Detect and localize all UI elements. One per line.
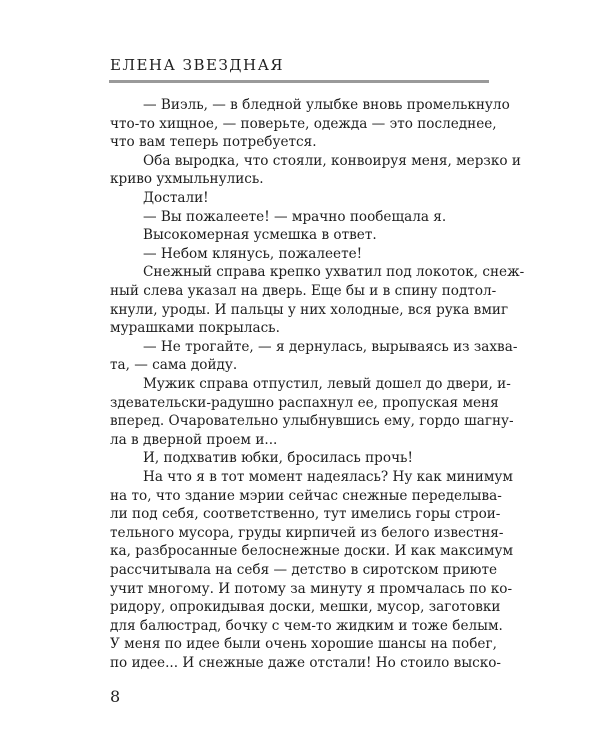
text-line: ный слева указал на дверь. Еще бы и в спину подтол- <box>110 283 497 299</box>
text-line: вперед. Очаровательно улыбнувшись ему, гордо шагну- <box>110 413 514 430</box>
text-line: криво ухмыльнулись. <box>110 171 264 188</box>
text-line: ла в дверной проем и... <box>110 431 278 448</box>
text-line: тельного мусора, груды кирпичей из белого известня- <box>110 524 504 541</box>
header-rule <box>109 80 489 83</box>
text-line: ридору, опрокидывая доски, мешки, мусор, заготовки <box>110 599 501 616</box>
text-line: что вам теперь потребуется. <box>110 134 317 151</box>
text-line: на то, что здание мэрии сейчас снежные переделыва- <box>110 487 502 504</box>
text-line: — Не трогайте, — я дернулась, вырываясь из захва- <box>143 338 518 355</box>
text-line: Снежный справа крепко ухватил под локоток, снеж- <box>143 264 525 281</box>
text-line: Оба выродка, что стояли, конвоируя меня, мерзко и <box>143 152 521 169</box>
text-line: учит многому. И потому за минуту я промчалась по ко- <box>110 580 513 597</box>
text-line: ка, разбросанные белоснежные доски. И как максимум <box>110 543 514 560</box>
page-number: 8 <box>110 686 121 706</box>
text-line: Мужик справа отпустил, левый дошел до двери, и- <box>143 376 511 392</box>
text-line: та, — сама дойду. <box>110 357 238 374</box>
text-line: мурашками покрылась. <box>110 320 280 337</box>
text-line: рассчитывала на себя — детство в сиротском приюте <box>110 562 498 578</box>
text-line: Достали! <box>143 190 209 206</box>
text-line: что-то хищное, — поверьте, одежда — это последнее, <box>110 115 497 132</box>
text-line: Высокомерная усмешка в ответ. <box>143 227 377 244</box>
text-line: И, подхватив юбки, бросилась прочь! <box>143 450 413 467</box>
text-line: У меня по идее были очень хорошие шансы на побег, <box>110 636 497 653</box>
text-line: для балюстрад, бочку с чем-то жидким и тоже белым. <box>110 617 503 634</box>
text-line: по идее... И снежные даже отстали! Но стоило выско- <box>110 655 502 671</box>
text-line: — Виэль, — в бледной улыбке вновь промелькнуло <box>143 97 510 113</box>
text-line: кнули, уроды. И пальцы у них холодные, вся рука вмиг <box>110 301 509 318</box>
text-line: — Вы пожалеете! — мрачно пообещала я. <box>143 208 447 225</box>
running-head-author: ЕЛЕНА ЗВЕЗДНАЯ <box>110 56 285 74</box>
text-line: — Небом клянусь, пожалеете! <box>143 245 363 262</box>
text-line: здевательски-радушно распахнул ее, пропуская меня <box>110 394 499 411</box>
text-line: На что я в тот момент надеялась? Ну как минимум <box>143 469 513 485</box>
text-line: ли под себя, соответственно, тут имелись горы строи- <box>110 506 501 523</box>
